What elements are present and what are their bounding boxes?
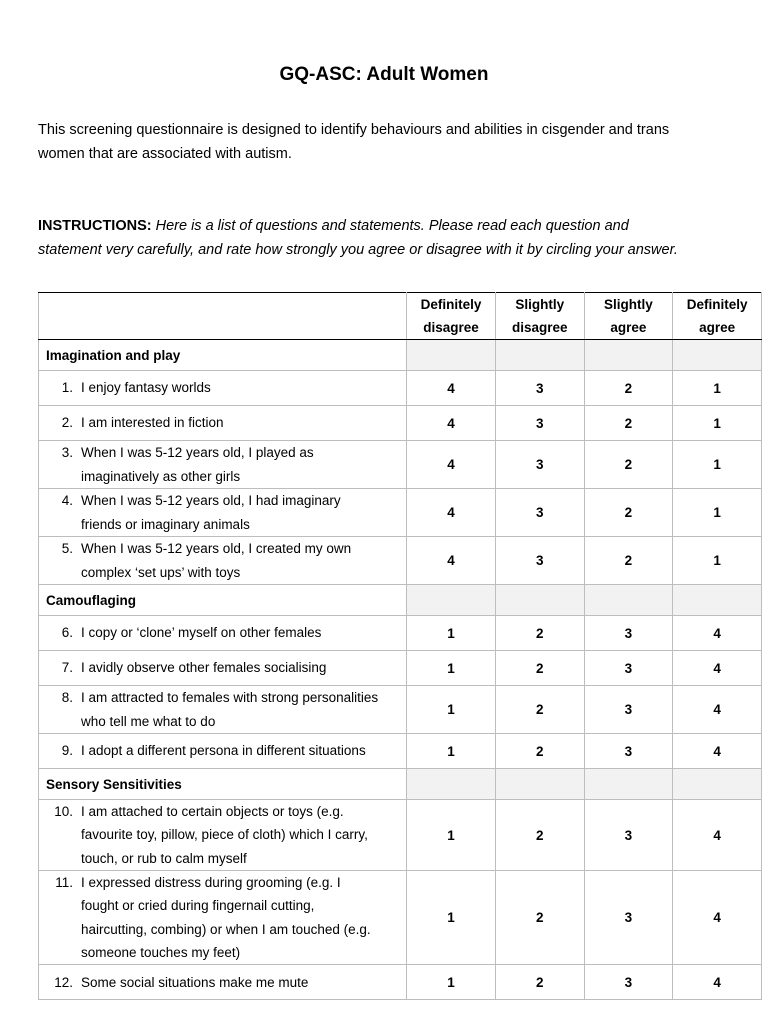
question-text-cell xyxy=(39,371,407,406)
question-text xyxy=(81,971,400,994)
questionnaire-table xyxy=(38,292,762,1000)
answer-score-option[interactable]: 1 xyxy=(407,616,496,651)
instructions-text: statement very carefully, and rate how strongly you agree or disagree with it by circling your answer. xyxy=(38,242,678,258)
question-text-cell xyxy=(39,537,407,585)
question-text-line: I enjoy fantasy worlds xyxy=(81,380,211,396)
column-header xyxy=(495,293,584,340)
question-text xyxy=(81,376,400,399)
column-header-line: Definitely xyxy=(686,297,748,312)
section-shaded-cell xyxy=(407,769,496,800)
section-title: Imagination and play xyxy=(39,340,407,371)
answer-score-option[interactable]: 4 xyxy=(673,686,762,734)
question-text-cell xyxy=(39,406,407,441)
answer-score-option[interactable]: 1 xyxy=(407,800,496,871)
answer-score-option[interactable]: 2 xyxy=(584,406,673,441)
intro-line: This screening questionnaire is designed to identify behaviours and abilities in cisgender and trans xyxy=(38,122,670,138)
answer-score-option[interactable]: 1 xyxy=(407,734,496,769)
question-text xyxy=(81,656,400,679)
question-number: 6. xyxy=(61,625,73,641)
column-header xyxy=(407,293,496,340)
section-header-row xyxy=(39,769,762,800)
question-text-line: I am attached to certain objects or toys (e.g. xyxy=(81,804,344,820)
answer-score-option[interactable]: 4 xyxy=(673,800,762,871)
answer-score-option[interactable]: 1 xyxy=(673,371,762,406)
question-text-cell xyxy=(39,871,407,965)
question-number: 3. xyxy=(61,445,73,461)
question-number: 2. xyxy=(61,415,73,431)
question-number: 5. xyxy=(61,541,73,557)
answer-score-option[interactable]: 2 xyxy=(584,441,673,489)
answer-score-option[interactable]: 1 xyxy=(673,441,762,489)
answer-score-option[interactable]: 3 xyxy=(584,616,673,651)
answer-score-option[interactable]: 4 xyxy=(407,537,496,585)
question-text-cell xyxy=(39,441,407,489)
question-text-line: Some social situations make me mute xyxy=(81,974,309,990)
question-text-line: When I was 5-12 years old, I created my own xyxy=(81,541,352,557)
answer-score-option[interactable]: 3 xyxy=(584,965,673,1000)
question-text-line: When I was 5-12 years old, I had imaginary xyxy=(81,493,341,509)
section-shaded-cell xyxy=(673,340,762,371)
answer-score-option[interactable]: 3 xyxy=(584,651,673,686)
question-text xyxy=(81,489,400,536)
section-shaded-cell xyxy=(673,585,762,616)
question-text-line: haircutting, combing) or when I am touched (e.g. xyxy=(81,921,371,937)
answer-score-option[interactable]: 3 xyxy=(495,371,584,406)
section-shaded-cell xyxy=(673,769,762,800)
answer-score-option[interactable]: 4 xyxy=(673,871,762,965)
section-shaded-cell xyxy=(584,340,673,371)
answer-score-option[interactable]: 3 xyxy=(584,871,673,965)
question-text-cell xyxy=(39,965,407,1000)
answer-score-option[interactable]: 4 xyxy=(673,651,762,686)
section-title: Sensory Sensitivities xyxy=(39,769,407,800)
section-header-row xyxy=(39,585,762,616)
question-text-cell xyxy=(39,734,407,769)
answer-score-option[interactable]: 1 xyxy=(407,871,496,965)
question-text-cell xyxy=(39,686,407,734)
question-number: 10. xyxy=(54,804,73,820)
question-text-cell xyxy=(39,651,407,686)
answer-score-option[interactable]: 3 xyxy=(584,800,673,871)
question-text xyxy=(81,800,400,870)
instructions-lead: INSTRUCTIONS: xyxy=(38,218,152,234)
question-text-line: I adopt a different persona in different situations xyxy=(81,743,366,759)
answer-score-option[interactable]: 2 xyxy=(495,616,584,651)
question-text-cell xyxy=(39,800,407,871)
question-number: 8. xyxy=(61,690,73,706)
section-shaded-cell xyxy=(495,340,584,371)
question-row xyxy=(39,371,762,406)
answer-score-option[interactable]: 3 xyxy=(495,489,584,537)
question-row xyxy=(39,441,762,489)
answer-score-option[interactable]: 2 xyxy=(584,489,673,537)
section-shaded-cell xyxy=(407,340,496,371)
document-title: GQ-ASC: Adult Women xyxy=(279,64,489,85)
intro-line: women that are associated with autism. xyxy=(38,146,292,162)
answer-score-option[interactable]: 4 xyxy=(407,406,496,441)
answer-score-option[interactable]: 4 xyxy=(673,616,762,651)
question-number: 4. xyxy=(61,493,73,509)
answer-score-option[interactable]: 2 xyxy=(495,871,584,965)
answer-score-option[interactable]: 1 xyxy=(673,537,762,585)
question-row xyxy=(39,800,762,871)
question-text-line: touch, or rub to calm myself xyxy=(81,850,247,866)
section-header-row xyxy=(39,340,762,371)
question-row xyxy=(39,871,762,965)
question-text xyxy=(81,686,400,733)
section-shaded-cell xyxy=(407,585,496,616)
answer-score-option[interactable]: 2 xyxy=(495,651,584,686)
question-text-cell xyxy=(39,489,407,537)
question-text xyxy=(81,871,400,964)
question-text-line: I copy or ‘clone’ myself on other females xyxy=(81,625,322,641)
answer-score-option[interactable]: 2 xyxy=(584,537,673,585)
question-text-line: imaginatively as other girls xyxy=(81,468,241,484)
column-header-line: Definitely xyxy=(420,297,482,312)
answer-score-option[interactable]: 4 xyxy=(407,441,496,489)
question-row xyxy=(39,616,762,651)
question-number: 12. xyxy=(54,974,73,990)
question-text-line: I am attracted to females with strong personalities xyxy=(81,690,379,706)
section-title: Camouflaging xyxy=(39,585,407,616)
table-header-row xyxy=(39,293,762,340)
column-header-line: Slightly xyxy=(515,297,565,312)
question-number: 11. xyxy=(55,875,73,890)
question-number: 7. xyxy=(61,660,73,676)
question-row xyxy=(39,686,762,734)
answer-score-option[interactable]: 3 xyxy=(584,686,673,734)
question-row xyxy=(39,537,762,585)
question-text xyxy=(81,441,400,488)
question-row xyxy=(39,406,762,441)
question-text-line: I expressed distress during grooming (e.g. I xyxy=(81,875,341,890)
answer-score-option[interactable]: 1 xyxy=(407,686,496,734)
answer-score-option[interactable]: 2 xyxy=(495,965,584,1000)
question-text-line: friends or imaginary animals xyxy=(81,516,250,532)
column-header-line: agree xyxy=(610,320,647,335)
question-text-line: complex ‘set ups’ with toys xyxy=(81,564,241,580)
question-row xyxy=(39,965,762,1000)
answer-score-option[interactable]: 2 xyxy=(495,686,584,734)
question-text-line: someone touches my feet) xyxy=(81,944,241,960)
section-shaded-cell xyxy=(584,585,673,616)
question-number: 1. xyxy=(61,380,73,396)
header-blank-cell xyxy=(39,293,407,340)
question-text xyxy=(81,411,400,434)
question-text xyxy=(81,537,400,584)
column-header-line: disagree xyxy=(511,320,568,335)
answer-score-option[interactable]: 4 xyxy=(673,965,762,1000)
answer-score-option[interactable]: 1 xyxy=(673,489,762,537)
section-shaded-cell xyxy=(495,769,584,800)
answer-score-option[interactable]: 1 xyxy=(407,651,496,686)
intro-paragraph xyxy=(38,118,738,166)
question-text-cell xyxy=(39,616,407,651)
column-header xyxy=(584,293,673,340)
column-header-line: Slightly xyxy=(604,297,653,312)
section-shaded-cell xyxy=(584,769,673,800)
column-header-line: disagree xyxy=(423,320,479,335)
question-text-line: I avidly observe other females socialising xyxy=(81,660,327,676)
instructions-paragraph xyxy=(38,214,738,262)
answer-score-option[interactable]: 2 xyxy=(495,800,584,871)
answer-score-option[interactable]: 2 xyxy=(584,371,673,406)
question-text-line: When I was 5-12 years old, I played as xyxy=(81,445,314,461)
question-text-line: favourite toy, pillow, piece of cloth) which I carry, xyxy=(81,827,368,843)
question-text-line: who tell me what to do xyxy=(81,713,216,729)
answer-score-option[interactable]: 1 xyxy=(407,965,496,1000)
question-row xyxy=(39,651,762,686)
question-text-line: fought or cried during fingernail cutting, xyxy=(81,898,315,914)
answer-score-option[interactable]: 4 xyxy=(407,489,496,537)
question-row xyxy=(39,734,762,769)
question-row xyxy=(39,489,762,537)
answer-score-option[interactable]: 4 xyxy=(407,371,496,406)
question-text xyxy=(81,739,400,762)
answer-score-option[interactable]: 3 xyxy=(495,406,584,441)
question-text-line: I am interested in fiction xyxy=(81,415,224,431)
question-text xyxy=(81,621,400,644)
answer-score-option[interactable]: 3 xyxy=(495,537,584,585)
column-header xyxy=(673,293,762,340)
column-header-line: agree xyxy=(699,320,736,335)
answer-score-option[interactable]: 3 xyxy=(495,441,584,489)
answer-score-option[interactable]: 3 xyxy=(584,734,673,769)
instructions-text: Here is a list of questions and statements. Please read each question and xyxy=(155,218,629,234)
answer-score-option[interactable]: 2 xyxy=(495,734,584,769)
section-shaded-cell xyxy=(495,585,584,616)
question-number: 9. xyxy=(61,743,73,759)
answer-score-option[interactable]: 4 xyxy=(673,734,762,769)
answer-score-option[interactable]: 1 xyxy=(673,406,762,441)
